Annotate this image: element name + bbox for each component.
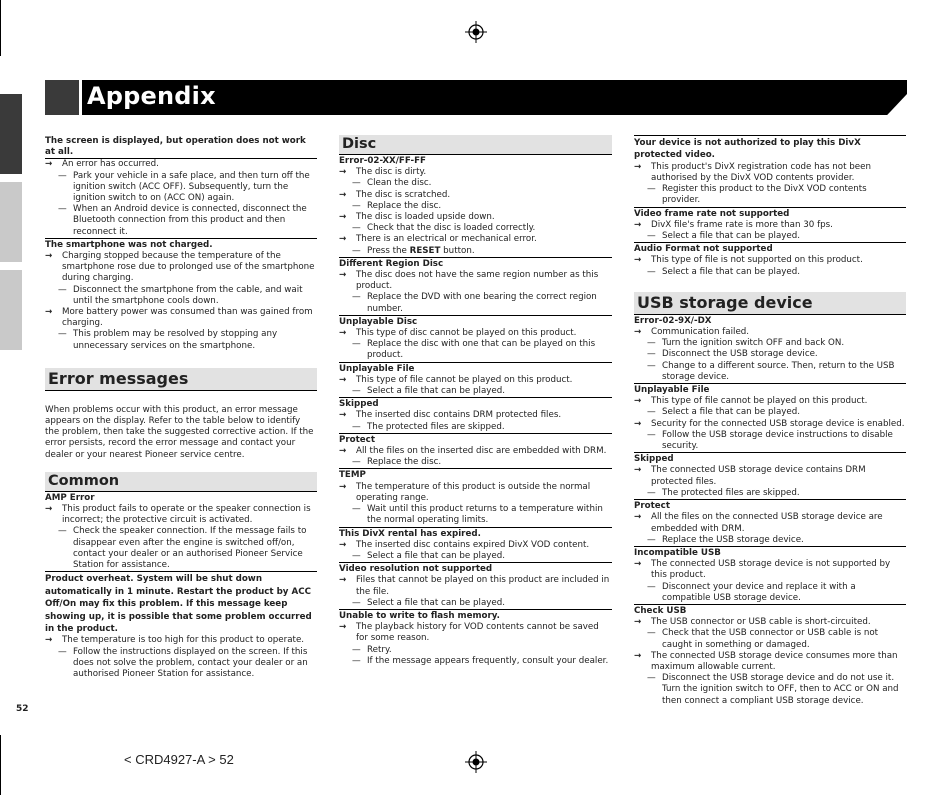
cause-item: → More battery power was consumed than was gained from charging. (45, 307, 317, 329)
remedy-item: — Retry. (339, 645, 612, 656)
remedy-item: — Select a file that can be played. (339, 551, 612, 562)
remedy-item (339, 246, 612, 257)
entry-heading: Skipped (634, 452, 906, 465)
entry-heading: Unplayable Disc (339, 315, 612, 328)
remedy-text: Press the (367, 245, 410, 256)
cause-item: → The playback history for VOD contents cannot be saved for some reason. (339, 622, 612, 644)
cause-item: → The disc is dirty. (339, 167, 612, 178)
entry-heading: The screen is displayed, but operation does not work at all. (45, 135, 317, 159)
remedy-item: — Change to a different source. Then, return to the USB storage device. (634, 361, 906, 383)
entry-heading: Incompatible USB (634, 546, 906, 559)
entry-heading: Video frame rate not supported (634, 207, 906, 220)
section-title-common: Common (45, 472, 317, 492)
cause-item: → The disc is loaded upside down. (339, 212, 612, 223)
remedy-item: — Check that the disc is loaded correctly. (339, 223, 612, 234)
remedy-item: — Follow the USB storage device instructions to disable security. (634, 430, 906, 452)
cause-item: → This type of file is not supported on this product. (634, 255, 906, 266)
cause-item: → The connected USB storage device consumes more than maximum allowable current. (634, 651, 906, 673)
cause-item: → The inserted disc contains DRM protected files. (339, 410, 612, 421)
side-tab-light (0, 182, 22, 262)
footer (124, 752, 234, 767)
entry-heading: Unable to write to flash memory. (339, 609, 612, 622)
cause-item: → The temperature of this product is outside the normal operating range. (339, 482, 612, 504)
side-tab-dark (0, 94, 22, 174)
cause-item: → There is an electrical or mechanical error. (339, 234, 612, 245)
remedy-item: — Select a file that can be played. (634, 231, 906, 242)
cause-item: → This type of file cannot be played on this product. (634, 396, 906, 407)
remedy-item: — Turn the ignition switch OFF and back ON. (634, 338, 906, 349)
remedy-item: — Replace the DVD with one bearing the correct region number. (339, 292, 612, 314)
remedy-item: — Wait until this product returns to a temperature within the normal operating limits. (339, 504, 612, 526)
entry-heading: Check USB (634, 604, 906, 617)
entry-heading: Error-02-9X/-DX (634, 315, 712, 326)
entry-heading: Different Region Disc (339, 257, 612, 270)
entry-heading: Your device is not authorized to play this DivX protected video. (634, 135, 906, 162)
entry-heading: Protect (339, 433, 612, 446)
remedy-item: — Select a file that can be played. (634, 407, 906, 418)
entry-heading: AMP Error (45, 492, 95, 503)
column-left (45, 135, 317, 680)
remedy-item: — Disconnect the smartphone from the cable, and wait until the smartphone cools down. (45, 285, 317, 307)
cause-item: → The disc does not have the same region number as this product. (339, 270, 612, 292)
crop-line-bottom (0, 735, 1, 795)
remedy-item: — Check the speaker connection. If the message fails to disappear even after the engine is switched off/on, contact your dealer or an authorised Pioneer Service Station for assistance. (45, 526, 317, 571)
remedy-item: — Replace the disc with one that can be played on this product. (339, 339, 612, 361)
remedy-item: — Select a file that can be played. (339, 598, 612, 609)
remedy-item: — The protected files are skipped. (339, 422, 612, 433)
remedy-item: — Park your vehicle in a safe place, and then turn off the ignition switch (ACC OFF). Subsequently, turn the ignition switch to on (ACC ON) again. (45, 171, 317, 205)
remedy-item: — Replace the disc. (339, 457, 612, 468)
cause-item: → Security for the connected USB storage device is enabled. (634, 419, 906, 430)
appendix-banner (45, 80, 907, 115)
cause-item: → All the files on the connected USB storage device are embedded with DRM. (634, 512, 906, 534)
cause-item: → The USB connector or USB cable is short-circuited. (634, 617, 906, 628)
remedy-item: — Select a file that can be played. (339, 386, 612, 397)
entry-heading: Skipped (339, 397, 612, 410)
cause-item: → This type of disc cannot be played on this product. (339, 328, 612, 339)
page-title: Appendix (87, 82, 216, 110)
cause-item: → This product's DivX registration code has not been authorised by the DivX VOD contents provider. (634, 162, 906, 184)
remedy-item: — Disconnect the USB storage device. (634, 349, 906, 360)
footer-code: < CRD4927-A > (124, 752, 216, 767)
section-title-usb: USB storage device (634, 292, 906, 315)
cause-item: → The temperature is too high for this product to operate. (45, 635, 317, 646)
entry-heading: TEMP (339, 468, 612, 481)
remedy-item: — Replace the USB storage device. (634, 535, 906, 546)
cause-item: → The disc is scratched. (339, 190, 612, 201)
remedy-item: — Disconnect the USB storage device and do not use it. Turn the ignition switch to OFF, then to ACC or ON and then connect a compliant USB storage device. (634, 673, 906, 707)
entry-heading: Video resolution not supported (339, 562, 612, 575)
cause-item: → DivX file's frame rate is more than 30 fps. (634, 220, 906, 231)
entry-heading: Product overheat. System will be shut down automatically in 1 minute. Restart the product by ACC Off/On may fix this problem. If this message keep showing up, it is possible that some problem occurred in the product. (45, 571, 317, 635)
registration-mark-icon (465, 751, 487, 773)
remedy-item: — Disconnect your device and replace it with a compatible USB storage device. (634, 582, 906, 604)
remedy-item: — If the message appears frequently, consult your dealer. (339, 656, 612, 667)
remedy-item: — This problem may be resolved by stopping any unnecessary services on the smartphone. (45, 329, 317, 351)
remedy-item: — The protected files are skipped. (634, 488, 906, 499)
cause-item: → The inserted disc contains expired DivX VOD content. (339, 540, 612, 551)
reset-key-label: RESET (409, 245, 441, 256)
entry-heading: Error-02-XX/FF-FF (339, 156, 426, 166)
entry-heading: The smartphone was not charged. (45, 238, 317, 251)
remedy-item: — When an Android device is connected, disconnect the Bluetooth connection from this product and then reconnect it. (45, 204, 317, 238)
cause-item: → This product fails to operate or the speaker connection is incorrect; the protective circuit is activated. (45, 504, 317, 526)
section-title-error-messages: Error messages (45, 368, 317, 391)
page-number: 52 (16, 704, 29, 714)
cause-item: → Files that cannot be played on this product are included in the file. (339, 575, 612, 597)
remedy-text: button. (440, 245, 475, 256)
remedy-item: — Replace the disc. (339, 201, 612, 212)
remedy-item: — Check that the USB connector or USB cable is not caught in something or damaged. (634, 628, 906, 650)
cause-item: → Charging stopped because the temperature of the smartphone rose due to prolonged use of the smartphone during charging. (45, 251, 317, 285)
remedy-item: — Register this product to the DivX VOD contents provider. (634, 184, 906, 206)
section-title-disc: Disc (339, 135, 612, 155)
entry-heading: This DivX rental has expired. (339, 527, 612, 540)
cause-item: → The connected USB storage device contains DRM protected files. (634, 465, 906, 487)
remedy-item: — Clean the disc. (339, 178, 612, 189)
side-tab-light-2 (0, 270, 22, 350)
cause-item: → All the files on the inserted disc are embedded with DRM. (339, 446, 612, 457)
entry-heading: Unplayable File (634, 383, 906, 396)
entry-heading: Protect (634, 499, 906, 512)
crop-line-top (0, 0, 1, 56)
entry-heading: Audio Format not supported (634, 242, 906, 255)
cause-item: → An error has occurred. (45, 159, 317, 170)
remedy-item: — Select a file that can be played. (634, 267, 906, 278)
error-messages-intro: When problems occur with this product, an error message appears on the display. Refer to the table below to identify the problem, then take the suggested corrective action. If the error persists, record the error message and contact your dealer or your nearest Pioneer service centre. (45, 404, 314, 460)
cause-item: → Communication failed. (634, 327, 906, 338)
column-right (634, 135, 906, 707)
registration-mark-icon (465, 21, 487, 43)
entry-heading: Unplayable File (339, 362, 612, 375)
cause-item: → This type of file cannot be played on this product. (339, 375, 612, 386)
cause-item: → The connected USB storage device is not supported by this product. (634, 559, 906, 581)
column-middle (339, 135, 612, 667)
footer-page-number: 52 (219, 752, 234, 767)
remedy-item: — Follow the instructions displayed on the screen. If this does not solve the problem, contact your dealer or an authorised Pioneer Station for assistance. (45, 647, 317, 681)
banner-lead-block (45, 80, 79, 115)
